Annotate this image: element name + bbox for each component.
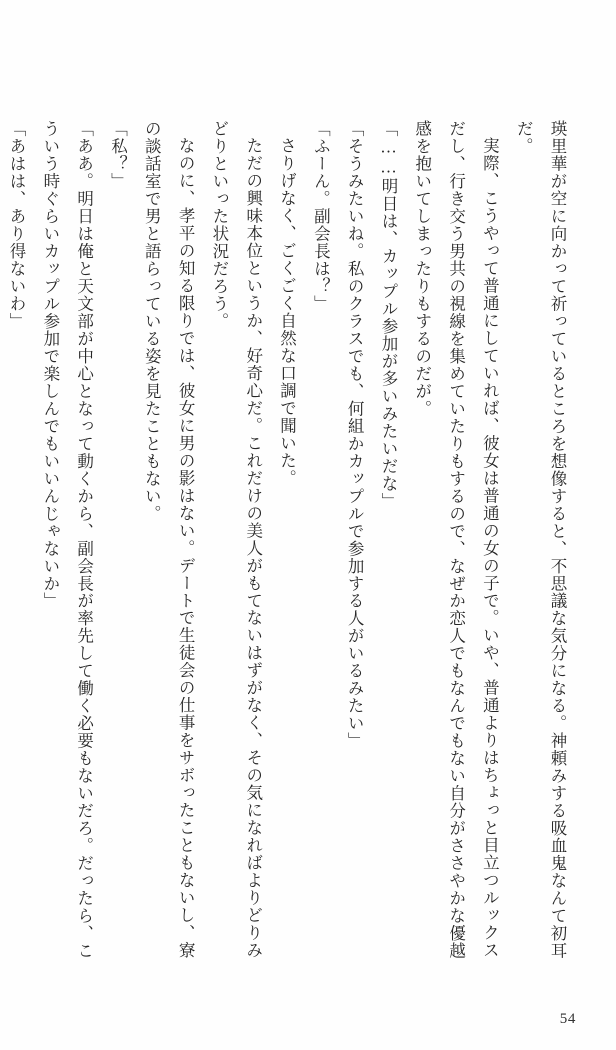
paragraph-8: なのに、孝平の知る限りでは、彼女に男の影はない。デートで生徒会の仕事をサボったこともないし、寮の談話室で男と語らっている姿を見たこともない。 bbox=[142, 120, 196, 959]
paragraph-4: 「そうみたいね。私のクラスでも、何組かカップルで参加する人がいるみたい」 bbox=[345, 120, 365, 750]
paragraph-11: 「あはは、あり得ないわ」 bbox=[7, 120, 26, 330]
paragraph-10: 「ああ。明日は俺と天文部が中心となって動くから、副会長が率先して働く必要もないだろ。だったら、こういう時ぐらいカップル参加で楽しんでもいいんじゃないか」 bbox=[40, 120, 94, 960]
vertical-text-body bbox=[7, 120, 574, 975]
page-number: 54 bbox=[559, 1011, 576, 1027]
paragraph-1: 瑛里華が空に向かって祈っているところを想像すると、不思議な気分になる。神頼みする吸血鬼なんて初耳だ。 bbox=[514, 120, 567, 960]
paragraph-5: 「ふーん。副会長は？」 bbox=[311, 120, 331, 313]
paragraph-7: ただの興味本位というか、好奇心だ。これだけの美人がもてないはずがなく、その気になればよりどりみどりといった状況だろう。 bbox=[209, 120, 263, 959]
paragraph-2: 実際、こうやって普通にしていれば、彼女は普通の女の子で。いや、普通よりはちょっと目立つルックスだし、行き交う男共の視線を集めていたりもするので、なぜか恋人でもなんでもない自分がささやかな優越感を抱いてしまったりもするのだが。 bbox=[412, 120, 500, 960]
paragraph-3: 「……明日は、カップル参加が多いみたいだな」 bbox=[378, 120, 398, 510]
paragraph-6: さりげなく、ごくごく自然な口調で聞いた。 bbox=[277, 136, 297, 487]
paragraph-9: 「私？」 bbox=[108, 120, 128, 190]
